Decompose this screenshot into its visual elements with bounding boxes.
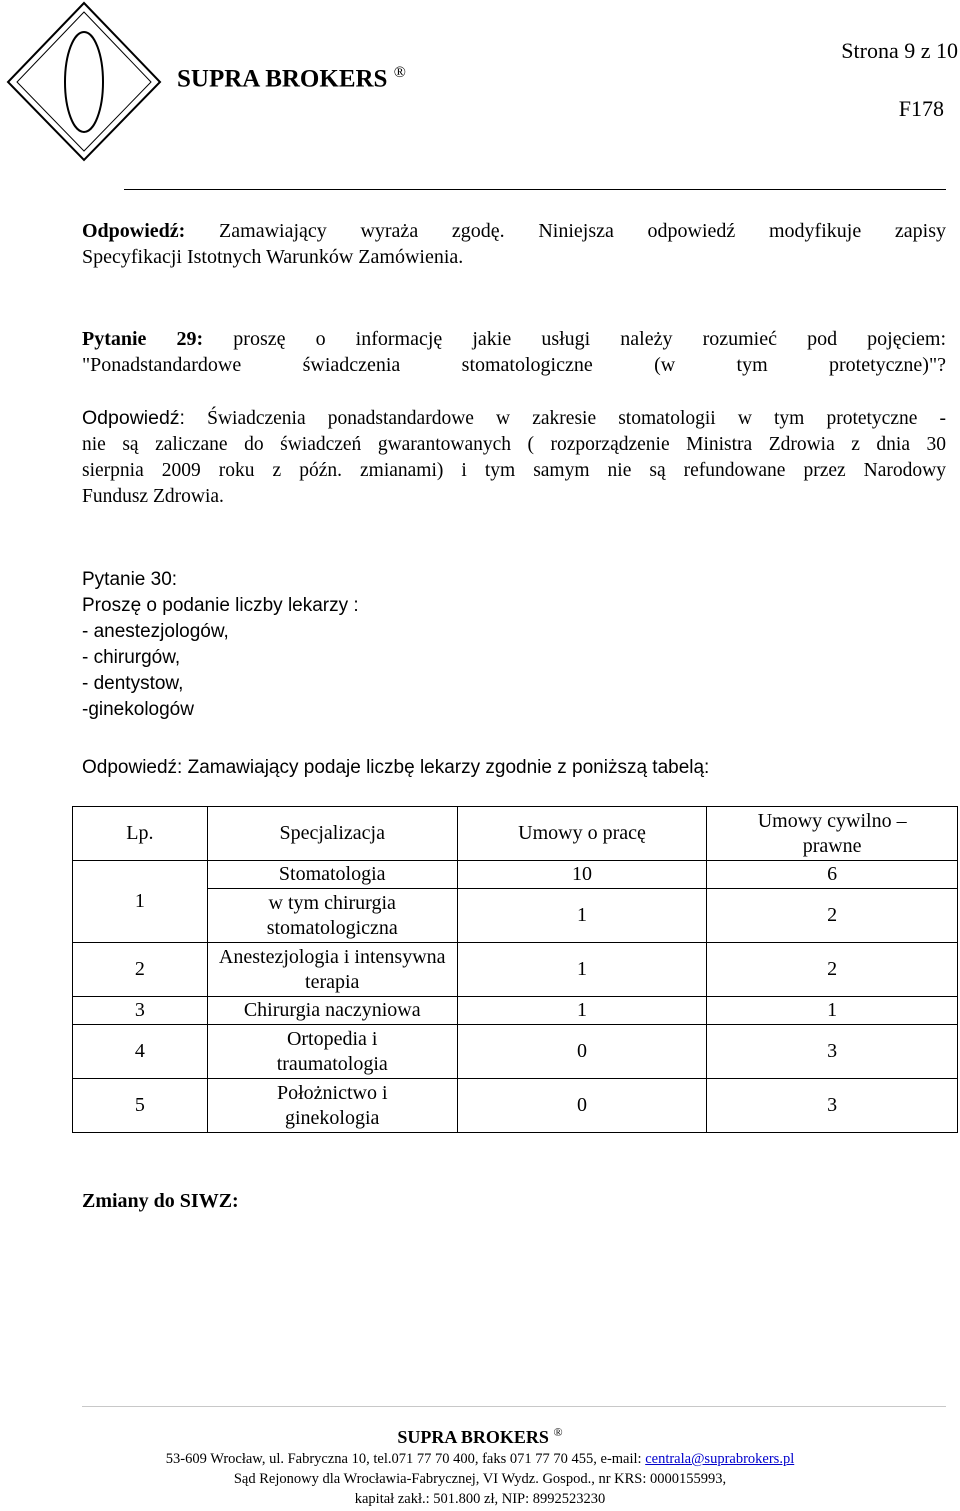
footer-address: 53-609 Wrocław, ul. Fabryczna 10, tel.071 77 70 400, faks 071 77 70 455, e-mail: centrala@suprabrokers.pl bbox=[165, 1451, 795, 1467]
footer-capital: kapitał zakł.: 501.800 zł, NIP: 8992523230 bbox=[354, 1491, 606, 1507]
table-cell: 1 bbox=[457, 943, 707, 997]
table-cell: Położnictwo i ginekologia bbox=[207, 1079, 457, 1133]
footer-court: Sąd Rejonowy dla Wrocławia-Fabrycznej, VI Wydz. Gospod., nr KRS: 0000155993, bbox=[233, 1471, 727, 1487]
table-row bbox=[73, 861, 958, 889]
page-number: Strona 9 z 10 bbox=[841, 38, 958, 63]
table-cell: w tym chirurgia stomatologiczna bbox=[207, 889, 457, 943]
column-header: Umowy o pracę bbox=[457, 807, 707, 861]
footer-brand: SUPRA BROKERS ® bbox=[397, 1425, 563, 1447]
table-cell: 5 bbox=[73, 1079, 208, 1133]
list-item: - chirurgów, bbox=[82, 647, 181, 668]
table-cell: 0 bbox=[457, 1025, 707, 1079]
column-header: Lp. bbox=[73, 807, 208, 861]
table-cell: Ortopedia i traumatologia bbox=[207, 1025, 457, 1079]
table-row bbox=[73, 997, 958, 1025]
answer-30: Odpowiedź: Zamawiający podaje liczbę lekarzy zgodnie z poniższą tabelą: bbox=[82, 757, 710, 778]
answer-label: Odpowiedź: bbox=[82, 407, 185, 429]
table-cell: 3 bbox=[707, 1079, 958, 1133]
answer-29: Odpowiedź: Świadczenia ponadstandardowe w zakresie stomatologii w tym protetyczne - nie są zaliczane do świadczeń gwarantowanych ( rozporządzenie Ministra Zdrowia z dnia 30 sierpnia 2009 roku z późn. zmianami) i tym samym nie są refundowane przez Narodowy Fundusz Zdrowia. bbox=[82, 407, 946, 507]
question-label: Pytanie 30: bbox=[82, 569, 178, 590]
list-item: - dentystow, bbox=[82, 673, 184, 694]
table-cell: Chirurgia naczyniowa bbox=[207, 997, 457, 1025]
changes-heading: Zmiany do SIWZ: bbox=[82, 1190, 239, 1212]
column-header: Umowy cywilno – prawne bbox=[707, 807, 958, 861]
answer-label: Odpowiedź: bbox=[82, 220, 186, 242]
table-cell: 3 bbox=[707, 1025, 958, 1079]
table-cell: 1 bbox=[457, 997, 707, 1025]
table-cell: 2 bbox=[73, 943, 208, 997]
list-item: - anestezjologów, bbox=[82, 621, 229, 642]
table-cell: 10 bbox=[457, 861, 707, 889]
table-cell: Stomatologia bbox=[207, 861, 457, 889]
table-cell: 0 bbox=[457, 1079, 707, 1133]
question-30: Pytanie 30: Proszę o podanie liczby lekarzy : - anestezjologów, - chirurgów, - dentystow, -ginekologów bbox=[82, 567, 946, 723]
doctors-table bbox=[72, 806, 958, 1133]
table-cell: 4 bbox=[73, 1025, 208, 1079]
table-cell: 6 bbox=[707, 861, 958, 889]
header-brand: SUPRA BROKERS ® bbox=[177, 64, 406, 93]
document-code: F178 bbox=[898, 96, 944, 121]
company-logo-icon bbox=[0, 0, 175, 165]
table-row bbox=[73, 1025, 958, 1079]
list-item: -ginekologów bbox=[82, 699, 194, 720]
footer-divider bbox=[82, 1406, 946, 1407]
email-link[interactable]: centrala@suprabrokers.pl bbox=[645, 1451, 795, 1467]
table-cell: 2 bbox=[707, 889, 958, 943]
table-cell: 1 bbox=[73, 861, 208, 943]
column-header: Specjalizacja bbox=[207, 807, 457, 861]
table-header-row bbox=[73, 807, 958, 861]
table-row bbox=[73, 943, 958, 997]
question-29: Pytanie 29: proszę o informację jakie usługi należy rozumieć pod pojęciem: "Ponadstandardowe świadczenia stomatologiczne (w tym protetyczne)"? bbox=[82, 328, 947, 376]
table-cell: 2 bbox=[707, 943, 958, 997]
table-cell: Anestezjologia i intensywna terapia bbox=[207, 943, 457, 997]
table-cell: 1 bbox=[707, 997, 958, 1025]
question-label: Pytanie 29: bbox=[82, 328, 204, 350]
table-row bbox=[73, 1079, 958, 1133]
header-divider bbox=[124, 189, 946, 190]
table-cell: 3 bbox=[73, 997, 208, 1025]
answer-28: Odpowiedź: Zamawiający wyraża zgodę. Niniejsza odpowiedź modyfikuje zapisy Specyfikacji Istotnych Warunków Zamówienia. bbox=[82, 220, 946, 268]
table-cell: 1 bbox=[457, 889, 707, 943]
